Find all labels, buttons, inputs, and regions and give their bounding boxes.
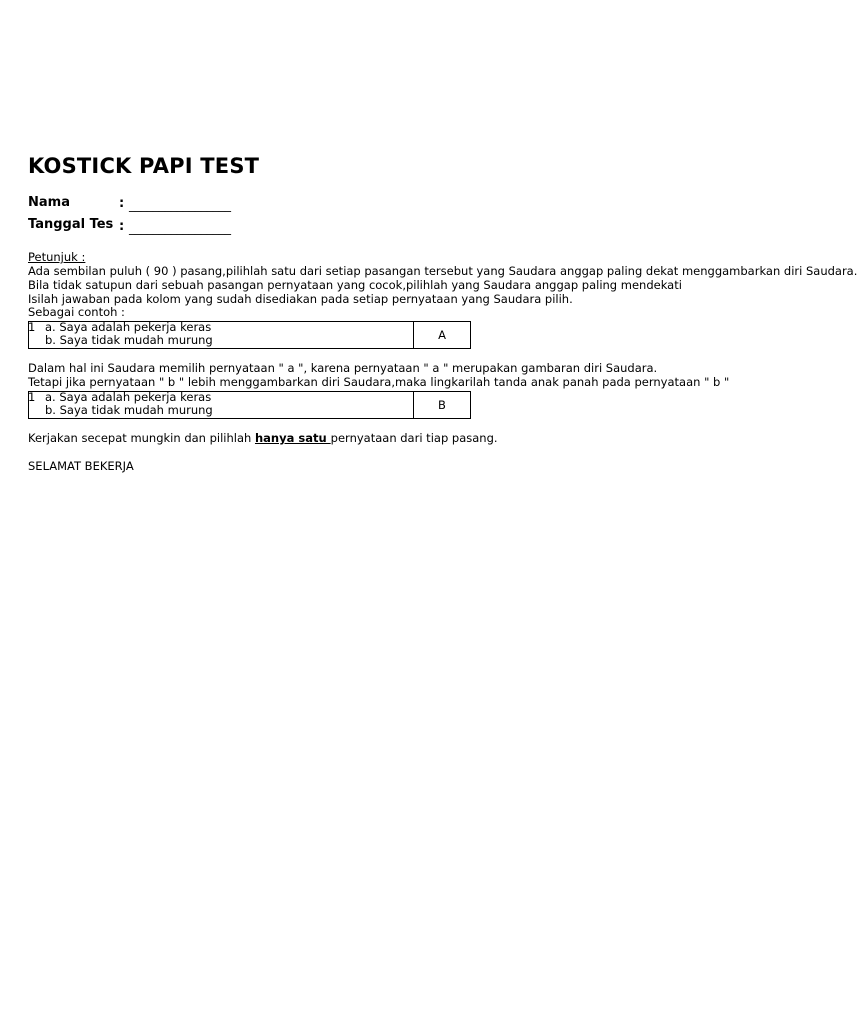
instructions-heading: Petunjuk : (28, 250, 86, 264)
example-box-a (28, 321, 471, 349)
example-number: 1 (28, 390, 36, 404)
test-date-colon: : (119, 219, 125, 234)
closing-text-after: pernyataan dari tiap pasang. (330, 431, 498, 445)
example-option-a: a. Saya adalah pekerja keras (45, 390, 212, 404)
test-date-label: Tanggal Tes (28, 217, 114, 232)
explanation-line-1: Dalam hal ini Saudara memilih pernyataan " a ", karena pernyataan " a " merupakan gambaran diri Saudara. (28, 361, 658, 375)
example-number: 1 (28, 320, 36, 334)
closing-farewell: SELAMAT BEKERJA (28, 459, 134, 473)
answer-value: B (438, 398, 446, 412)
instruction-line-1: Ada sembilan puluh ( 90 ) pasang,pilihlah satu dari setiap pasangan tersebut yang Saudara anggap paling dekat menggambarkan diri Saudara. (28, 264, 857, 278)
name-colon: : (119, 196, 125, 211)
closing-instruction (28, 431, 498, 445)
closing-emphasis: hanya satu (254, 431, 331, 445)
example-option-a: a. Saya adalah pekerja keras (45, 320, 212, 334)
example-option-b: b. Saya tidak mudah murung (45, 333, 213, 347)
answer-value: A (438, 328, 446, 342)
explanation-line-2: Tetapi jika pernyataan " b " lebih menggambarkan diri Saudara,maka lingkarilah tanda anak panah pada pernyataan " b " (28, 375, 730, 389)
instruction-line-3: Isilah jawaban pada kolom yang sudah disediakan pada setiap pernyataan yang Saudara pilih. (28, 292, 573, 306)
example-box-b (28, 391, 471, 419)
answer-cell[interactable] (414, 392, 470, 418)
instruction-line-2: Bila tidak satupun dari sebuah pasangan pernyataan yang cocok,pilihlah yang Saudara anggap paling mendekati (28, 278, 682, 292)
example-intro: Sebagai contoh : (28, 305, 125, 319)
example-option-b: b. Saya tidak mudah murung (45, 403, 213, 417)
answer-cell[interactable] (414, 322, 470, 348)
page-title: KOSTICK PAPI TEST (28, 154, 260, 178)
test-date-field[interactable]: _________________ (129, 221, 231, 235)
name-field[interactable]: _________________ (129, 198, 231, 212)
name-label: Nama (28, 195, 70, 210)
closing-text-before: Kerjakan secepat mungkin dan pilihlah (28, 431, 255, 445)
